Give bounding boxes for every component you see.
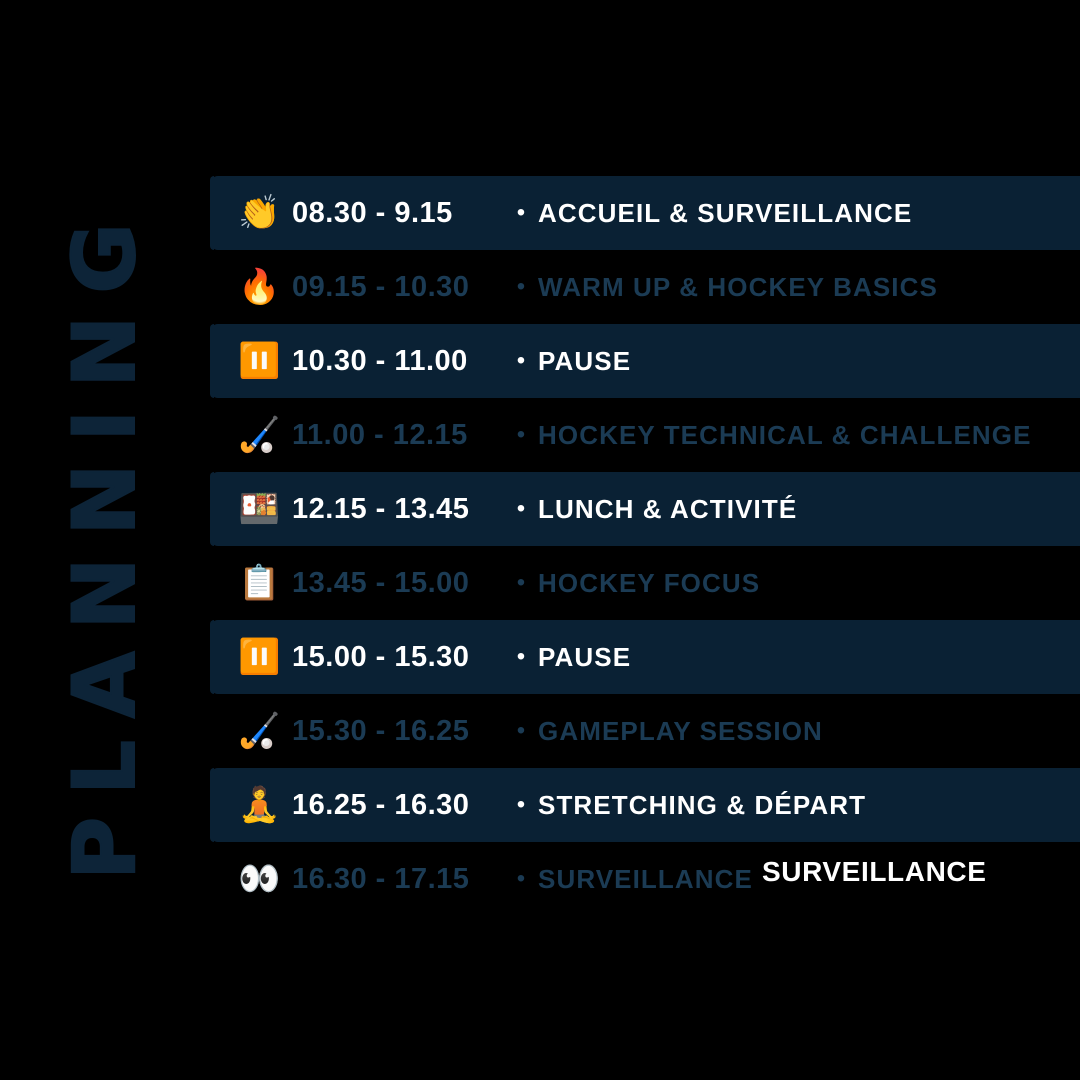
field-hockey-emoji: 🏑 bbox=[238, 711, 281, 751]
schedule-row-label: ACCUEIL & SURVEILLANCE bbox=[538, 197, 913, 228]
schedule-list bbox=[210, 176, 1080, 916]
schedule-row-time: 08.30 - 9.15 bbox=[292, 196, 453, 229]
schedule-row-3[interactable] bbox=[210, 324, 1080, 398]
bullet-separator: • bbox=[516, 495, 526, 522]
pause-button-emoji: ⏸️ bbox=[238, 341, 281, 381]
clapping-hands-emoji: 👏 bbox=[238, 193, 281, 233]
overlay-surveillance-label: SURVEILLANCE bbox=[762, 856, 987, 887]
bullet-separator: • bbox=[516, 865, 526, 892]
bullet-separator: • bbox=[516, 569, 526, 596]
vertical-title-text: PLANNING bbox=[55, 200, 155, 880]
schedule-row-label: PAUSE bbox=[538, 345, 632, 376]
schedule-row-9[interactable] bbox=[210, 768, 1080, 842]
schedule-row-5[interactable] bbox=[210, 472, 1080, 546]
bullet-separator: • bbox=[516, 421, 526, 448]
schedule-row-1[interactable] bbox=[210, 176, 1080, 250]
schedule-row-label: STRETCHING & DÉPART bbox=[538, 789, 867, 820]
bullet-separator: • bbox=[516, 717, 526, 744]
bullet-separator: • bbox=[516, 643, 526, 670]
schedule-row-label: HOCKEY FOCUS bbox=[538, 567, 761, 598]
schedule-row-time: 15.00 - 15.30 bbox=[292, 640, 470, 673]
bullet-separator: • bbox=[516, 791, 526, 818]
schedule-row-time: 12.15 - 13.45 bbox=[292, 492, 470, 525]
schedule-row-8[interactable] bbox=[210, 694, 1080, 768]
schedule-row-7[interactable] bbox=[210, 620, 1080, 694]
eyes-emoji: 👀 bbox=[238, 859, 281, 899]
schedule-row-time: 13.45 - 15.00 bbox=[292, 566, 470, 599]
schedule-row-time: 11.00 - 12.15 bbox=[292, 418, 468, 451]
schedule-row-time: 09.15 - 10.30 bbox=[292, 270, 470, 303]
clipboard-emoji: 📋 bbox=[238, 563, 281, 603]
bullet-separator: • bbox=[516, 199, 526, 226]
schedule-row-label: HOCKEY TECHNICAL & CHALLENGE bbox=[538, 419, 1032, 450]
schedule-row-time: 10.30 - 11.00 bbox=[292, 344, 468, 377]
schedule-row-label: SURVEILLANCE bbox=[538, 863, 753, 894]
person-meditating-emoji: 🧘 bbox=[238, 785, 281, 825]
field-hockey-emoji: 🏑 bbox=[238, 415, 281, 455]
schedule-row-label: LUNCH & ACTIVITÉ bbox=[538, 493, 798, 524]
schedule-row-label: PAUSE bbox=[538, 641, 632, 672]
schedule-row-2[interactable] bbox=[210, 250, 1080, 324]
schedule-row-4[interactable] bbox=[210, 398, 1080, 472]
schedule-row-6[interactable] bbox=[210, 546, 1080, 620]
bullet-separator: • bbox=[516, 273, 526, 300]
schedule-row-time: 15.30 - 16.25 bbox=[292, 714, 470, 747]
pause-button-emoji: ⏸️ bbox=[238, 637, 281, 677]
vertical-page-title bbox=[0, 0, 210, 1080]
schedule-row-time: 16.30 - 17.15 bbox=[292, 862, 470, 895]
bullet-separator: • bbox=[516, 347, 526, 374]
schedule-row-time: 16.25 - 16.30 bbox=[292, 788, 470, 821]
schedule-row-label: WARM UP & HOCKEY BASICS bbox=[538, 271, 938, 302]
fire-emoji: 🔥 bbox=[238, 267, 281, 307]
lunch-box-emoji: 🍱 bbox=[238, 489, 281, 529]
schedule-row-label: GAMEPLAY SESSION bbox=[538, 715, 823, 746]
